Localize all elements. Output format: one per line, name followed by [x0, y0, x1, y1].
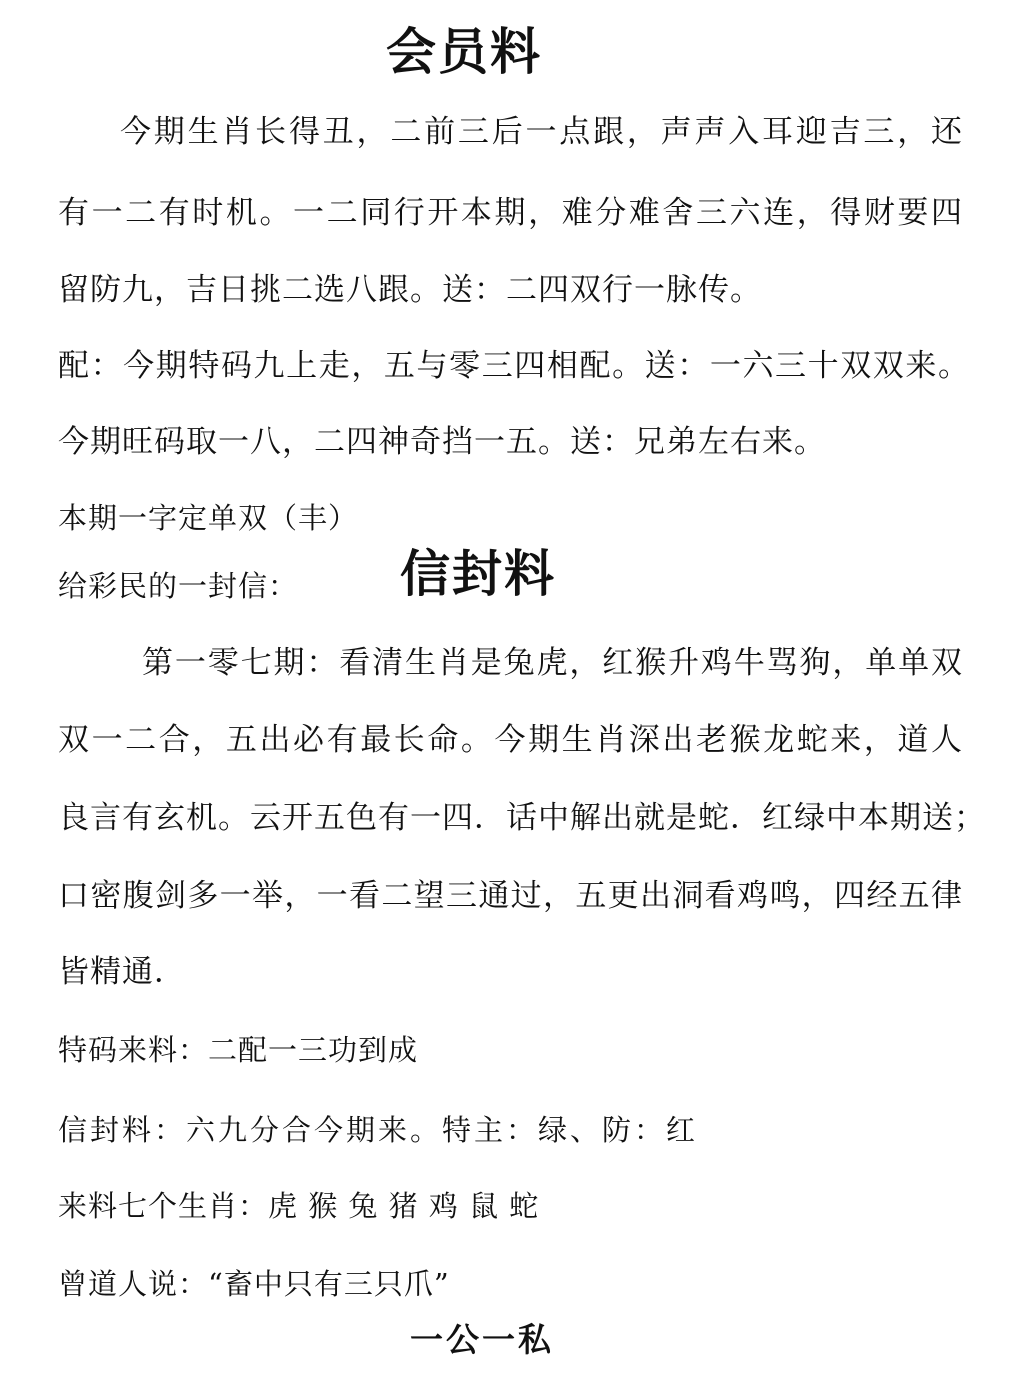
letter-label: 给彩民的一封信： — [58, 569, 299, 603]
pei-line: 配：今期特码九上走，五与零三四相配。送：一六三十双双来。 — [58, 348, 970, 384]
shengxiao-line: 来料七个生肖：虎 猴 兔 猪 鸡 鼠 蛇 — [58, 1189, 540, 1223]
yizi-danshuang-line: 本期一字定单双（丰） — [58, 501, 359, 535]
letter-section-title: 信封料 — [400, 544, 556, 603]
letter-paragraph-line-5: 皆精通． — [58, 954, 186, 990]
member-paragraph-line-2: 有一二有时机。一二同行开本期，难分难舍三六连，得财要四 — [58, 195, 963, 231]
member-paragraph-line-3: 留防九，吉日挑二选八跟。送：二四双行一脉传。 — [58, 272, 762, 308]
closing-signature: 一公一私 — [410, 1320, 554, 1359]
letter-paragraph-line-3: 良言有玄机。云开五色有一四．话中解出就是蛇．红绿中本期送； — [58, 800, 986, 836]
tema-line: 特码来料：二配一三功到成 — [58, 1033, 419, 1067]
quote-line: 曾道人说：“畜中只有三只爪” — [58, 1267, 450, 1301]
letter-paragraph-line-1: 第一零七期：看清生肖是兔虎，红猴升鸡牛骂狗，单单双 — [142, 645, 963, 681]
wangma-line: 今期旺码取一八，二四神奇挡一五。送：兄弟左右来。 — [58, 424, 826, 460]
member-paragraph-line-1: 今期生肖长得丑，二前三后一点跟，声声入耳迎吉三，还 — [120, 114, 963, 150]
letter-paragraph-line-2: 双一二合，五出必有最长命。今期生肖深出老猴龙蛇来，道人 — [58, 722, 963, 758]
letter-paragraph-line-4: 口密腹剑多一举，一看二望三通过，五更出洞看鸡鸣，四经五律 — [58, 878, 963, 914]
xinfeng-line: 信封料：六九分合今期来。特主：绿、防：红 — [58, 1113, 699, 1147]
member-section-title: 会员料 — [386, 22, 542, 81]
